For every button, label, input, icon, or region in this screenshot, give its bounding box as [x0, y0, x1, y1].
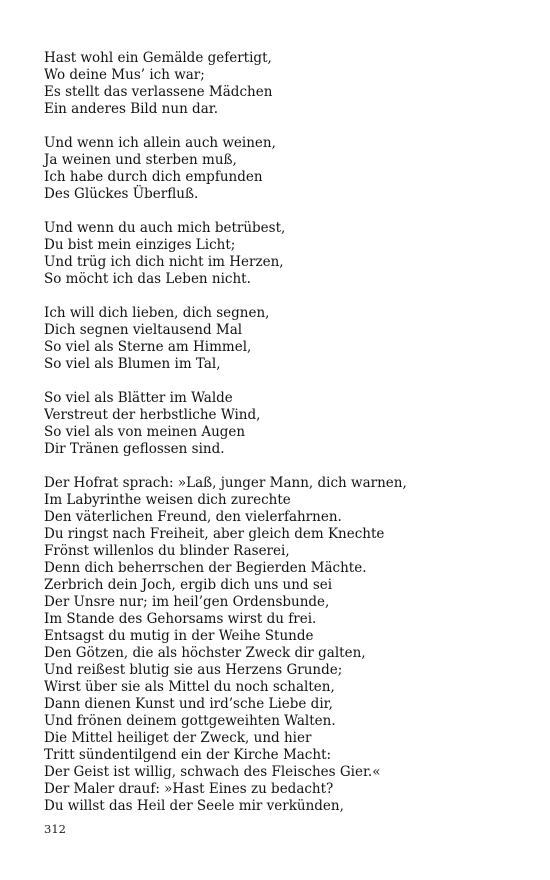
verse-line: Der Hofrat sprach: »Laß, junger Mann, dich warnen,: [44, 475, 407, 491]
verse-line: Dir Tränen geflossen sind.: [44, 441, 225, 457]
stanza-2: [44, 135, 514, 203]
verse-line: Es stellt das verlassene Mädchen: [44, 84, 273, 100]
verse-line: Verstreut der herbstliche Wind,: [44, 407, 261, 423]
verse-line: So viel als Blätter im Walde: [44, 390, 233, 406]
terza-rima-passage: [44, 475, 514, 815]
verse-line: Im Labyrinthe weisen dich zurechte: [44, 492, 291, 508]
verse-line: Die Mittel heiliget der Zweck, und hier: [44, 730, 312, 746]
verse-line: Du ringst nach Freiheit, aber gleich dem Knechte: [44, 526, 385, 542]
verse-line: Wirst über sie als Mittel du noch schalten,: [44, 679, 335, 695]
stanza-1: [44, 50, 514, 118]
verse-line: So möcht ich das Leben nicht.: [44, 271, 251, 287]
verse-line: Und wenn du auch mich betrübest,: [44, 220, 286, 236]
verse-line: Des Glückes Überfluß.: [44, 186, 199, 202]
verse-line: Der Geist ist willig, schwach des Fleisches Gier.«: [44, 764, 381, 780]
poem-text: [44, 50, 514, 815]
verse-line: Wo deine Mus’ ich war;: [44, 67, 205, 83]
verse-line: Du willst das Heil der Seele mir verkünden,: [44, 798, 344, 814]
verse-line: Entsagst du mutig in der Weihe Stunde: [44, 628, 314, 644]
verse-line: Dich segnen vieltausend Mal: [44, 322, 243, 338]
verse-line: Frönst willenlos du blinder Raserei,: [44, 543, 290, 559]
verse-line: Im Stande des Gehorsams wirst du frei.: [44, 611, 317, 627]
verse-line: Ja weinen und sterben muß,: [44, 152, 237, 168]
verse-line: Den Götzen, die als höchster Zweck dir galten,: [44, 645, 366, 661]
verse-line: Hast wohl ein Gemälde gefertigt,: [44, 50, 272, 66]
verse-line: Und frönen deinem gottgeweihten Walten.: [44, 713, 336, 729]
verse-line: Du bist mein einziges Licht;: [44, 237, 236, 253]
stanza-3: [44, 220, 514, 288]
stanza-4: [44, 305, 514, 373]
verse-line: Ein anderes Bild nun dar.: [44, 101, 219, 117]
page-number: 312: [44, 822, 66, 836]
verse-line: Ich will dich lieben, dich segnen,: [44, 305, 270, 321]
verse-line: Und wenn ich allein auch weinen,: [44, 135, 276, 151]
verse-line: Zerbrich dein Joch, ergib dich uns und sei: [44, 577, 333, 593]
verse-line: Den väterlichen Freund, den vielerfahrnen.: [44, 509, 342, 525]
verse-line: So viel als von meinen Augen: [44, 424, 246, 440]
verse-line: Der Maler drauf: »Hast Eines zu bedacht?: [44, 781, 334, 797]
verse-line: Denn dich beherrschen der Begierden Mächte.: [44, 560, 367, 576]
verse-line: Und reißest blutig sie aus Herzens Grunde;: [44, 662, 343, 678]
verse-line: Tritt sündentilgend ein der Kirche Macht:: [44, 747, 332, 763]
verse-line: So viel als Blumen im Tal,: [44, 356, 221, 372]
verse-line: Ich habe durch dich empfunden: [44, 169, 263, 185]
verse-line: Und trüg ich dich nicht im Herzen,: [44, 254, 284, 270]
stanza-5: [44, 390, 514, 458]
verse-line: So viel als Sterne am Himmel,: [44, 339, 252, 355]
verse-line: Der Unsre nur; im heil’gen Ordensbunde,: [44, 594, 330, 610]
verse-line: Dann dienen Kunst und ird’sche Liebe dir,: [44, 696, 333, 712]
